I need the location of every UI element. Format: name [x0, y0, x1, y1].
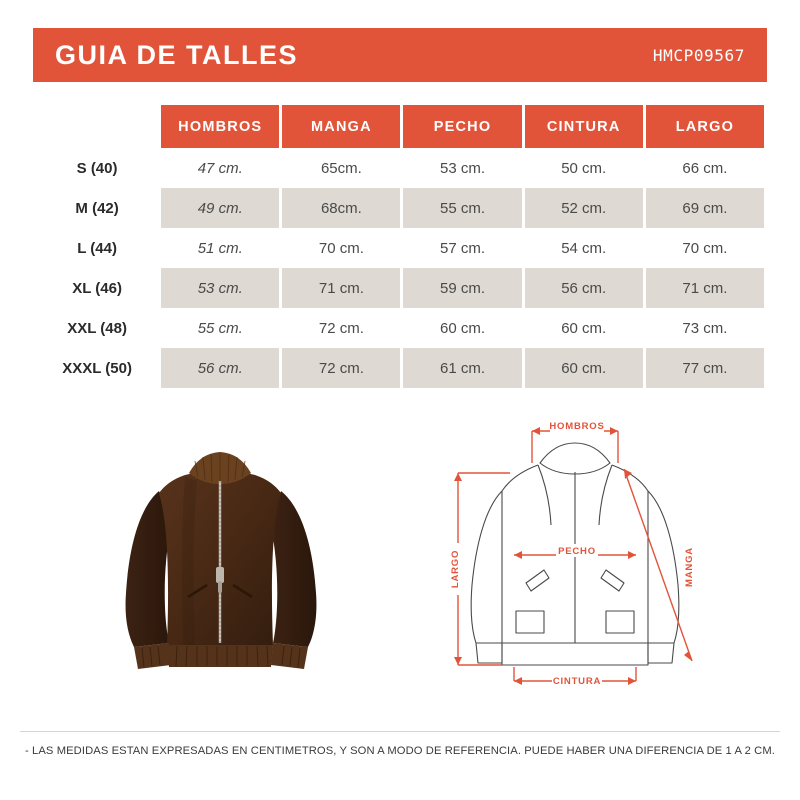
cell-largo: 71 cm.	[646, 268, 764, 308]
cell-cintura: 54 cm.	[525, 228, 643, 268]
size-table	[33, 105, 767, 388]
cell-manga: 70 cm.	[282, 228, 400, 268]
table-header-cintura: CINTURA	[525, 105, 643, 148]
dim-label-hombros: HOMBROS	[549, 421, 605, 432]
footer	[0, 745, 800, 757]
size-label: S (40)	[36, 148, 158, 188]
cell-hombros: 51 cm.	[161, 228, 279, 268]
cell-hombros: 56 cm.	[161, 348, 279, 388]
page-header	[33, 28, 767, 82]
figures-area	[0, 405, 800, 725]
cell-pecho: 61 cm.	[403, 348, 521, 388]
table-body	[36, 148, 764, 388]
dim-label-largo: LARGO	[450, 549, 461, 589]
cell-hombros: 49 cm.	[161, 188, 279, 228]
cell-pecho: 53 cm.	[403, 148, 521, 188]
cell-manga: 65cm.	[282, 148, 400, 188]
cell-pecho: 59 cm.	[403, 268, 521, 308]
cell-largo: 69 cm.	[646, 188, 764, 228]
table-header-hombros: HOMBROS	[161, 105, 279, 148]
size-label: XXL (48)	[36, 308, 158, 348]
size-label: XL (46)	[36, 268, 158, 308]
cell-cintura: 52 cm.	[525, 188, 643, 228]
cell-cintura: 50 cm.	[525, 148, 643, 188]
table-row	[36, 268, 764, 308]
table-header-manga: MANGA	[282, 105, 400, 148]
cell-manga: 68cm.	[282, 188, 400, 228]
size-label: XXXL (50)	[36, 348, 158, 388]
cell-cintura: 60 cm.	[525, 308, 643, 348]
measurement-diagram	[410, 415, 740, 715]
table-head	[36, 105, 764, 148]
table-row	[36, 348, 764, 388]
table-header-row	[36, 105, 764, 148]
size-table-wrap	[33, 105, 767, 388]
table-header-largo: LARGO	[646, 105, 764, 148]
cell-largo: 70 cm.	[646, 228, 764, 268]
cell-largo: 73 cm.	[646, 308, 764, 348]
jacket-photo	[85, 415, 385, 715]
table-header-pecho: PECHO	[403, 105, 521, 148]
cell-hombros: 55 cm.	[161, 308, 279, 348]
table-row	[36, 228, 764, 268]
table-header-corner	[36, 105, 158, 148]
size-label: M (42)	[36, 188, 158, 228]
cell-largo: 77 cm.	[646, 348, 764, 388]
size-label: L (44)	[36, 228, 158, 268]
dim-label-manga: MANGA	[684, 547, 695, 587]
dim-label-pecho: PECHO	[558, 546, 596, 557]
cell-manga: 71 cm.	[282, 268, 400, 308]
cell-manga: 72 cm.	[282, 348, 400, 388]
footer-divider	[20, 731, 780, 732]
table-row	[36, 188, 764, 228]
cell-pecho: 57 cm.	[403, 228, 521, 268]
footer-note: - LAS MEDIDAS ESTAN EXPRESADAS EN CENTIMETROS, Y SON A MODO DE REFERENCIA. PUEDE HABER UNA DIFERENCIA DE 1 A 2 CM.	[25, 745, 775, 757]
table-row	[36, 308, 764, 348]
dim-label-cintura: CINTURA	[552, 676, 602, 687]
product-code: HMCP09567	[652, 45, 745, 65]
page-title: GUIA DE TALLES	[55, 39, 298, 70]
cell-pecho: 60 cm.	[403, 308, 521, 348]
cell-manga: 72 cm.	[282, 308, 400, 348]
cell-hombros: 47 cm.	[161, 148, 279, 188]
table-row	[36, 148, 764, 188]
cell-largo: 66 cm.	[646, 148, 764, 188]
cell-cintura: 56 cm.	[525, 268, 643, 308]
cell-hombros: 53 cm.	[161, 268, 279, 308]
cell-cintura: 60 cm.	[525, 348, 643, 388]
cell-pecho: 55 cm.	[403, 188, 521, 228]
